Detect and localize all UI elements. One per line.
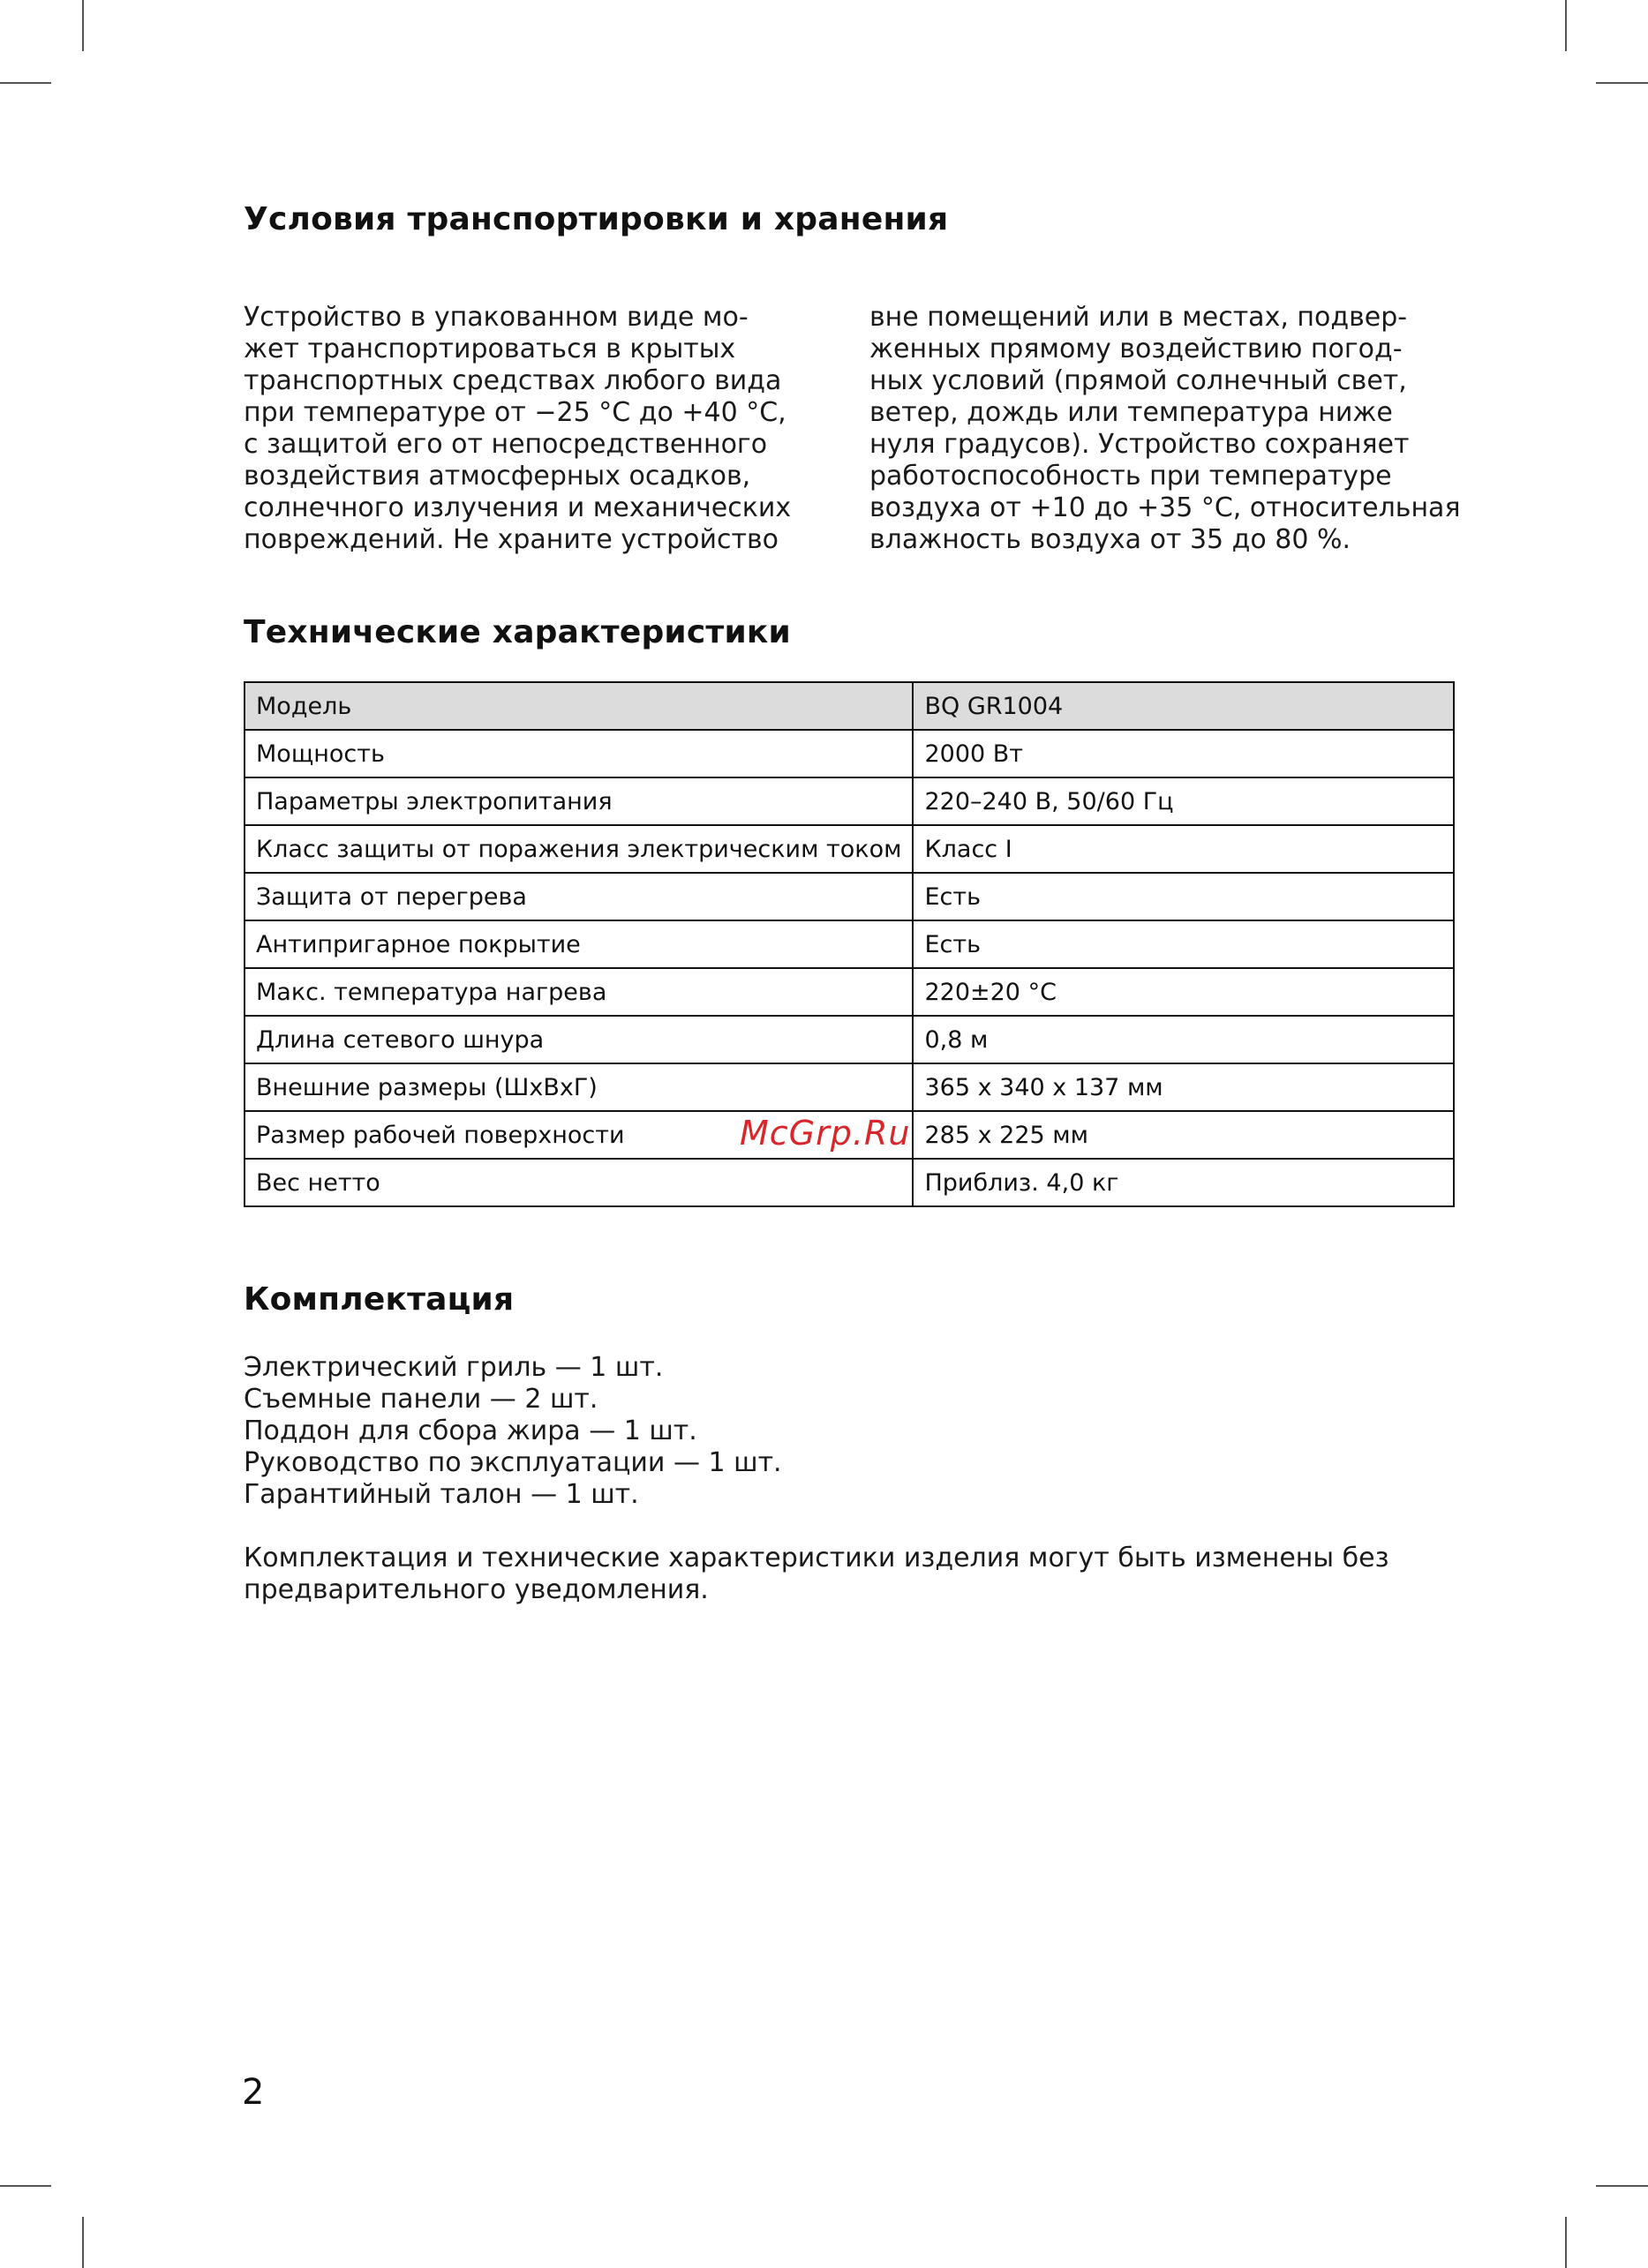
table-row	[245, 1016, 1454, 1063]
text-line: при температуре от −25 °C до +40 °C,	[244, 397, 786, 428]
text-line: повреждений. Не храните устройство	[244, 524, 779, 555]
spec-label: Длина сетевого шнура	[245, 1016, 913, 1063]
spec-value: 2000 Вт	[913, 730, 1454, 777]
text-line: ных условий (прямой солнечный свет,	[869, 365, 1407, 396]
watermark: McGrp.Ru	[740, 1114, 911, 1153]
crop-mark	[1565, 2217, 1567, 2268]
text-line: воздействия атмосферных осадков,	[244, 461, 751, 492]
table-row	[245, 777, 1454, 825]
list-item: Гарантийный талон — 1 шт.	[244, 1479, 639, 1510]
table-row	[245, 873, 1454, 920]
spec-label: Внешние размеры (ШхВхГ)	[245, 1063, 913, 1111]
kit-section-title: Комплектация	[244, 1281, 515, 1318]
crop-mark	[0, 82, 51, 84]
text-line: Устройство в упакованном виде мо-	[244, 302, 749, 333]
spec-label: Вес нетто	[245, 1159, 913, 1206]
text-line: солнечного излучения и механических	[244, 492, 792, 523]
spec-value: Приблиз. 4,0 кг	[913, 1159, 1454, 1206]
table-row	[245, 968, 1454, 1016]
text-line: воздуха от +10 до +35 °C, относительная	[869, 492, 1461, 523]
text-line: женных прямому воздействию погод-	[869, 334, 1403, 364]
spec-value: 220±20 °C	[913, 968, 1454, 1016]
crop-mark	[1565, 0, 1567, 51]
text-line: ветер, дождь или температура ниже	[869, 397, 1393, 428]
spec-value: 285 x 225 мм	[913, 1111, 1454, 1159]
crop-mark	[82, 0, 84, 51]
crop-mark	[0, 2185, 51, 2187]
table-row	[245, 920, 1454, 968]
table-header-label: Модель	[245, 682, 913, 730]
list-item: Электрический гриль — 1 шт.	[244, 1352, 664, 1383]
spec-label: Защита от перегрева	[245, 873, 913, 920]
crop-mark	[82, 2217, 84, 2268]
table-row	[245, 1159, 1454, 1206]
storage-section-title: Условия транспортировки и хранения	[244, 201, 949, 237]
text-line: влажность воздуха от 35 до 80 %.	[869, 524, 1351, 555]
spec-label: Антипригарное покрытие	[245, 920, 913, 968]
kit-list	[244, 1352, 1479, 1511]
table-row	[245, 1063, 1454, 1111]
table-header-row	[245, 682, 1454, 730]
text-line: Комплектация и технические характеристики изделия могут быть изменены без	[244, 1543, 1389, 1573]
list-item: Съемные панели — 2 шт.	[244, 1384, 598, 1415]
spec-value: 0,8 м	[913, 1016, 1454, 1063]
text-line: нуля градусов). Устройство сохраняет	[869, 429, 1410, 460]
text-line: предварительного уведомления.	[244, 1574, 709, 1605]
spec-label: Макс. температура нагрева	[245, 968, 913, 1016]
list-item: Поддон для сбора жира — 1 шт.	[244, 1416, 697, 1446]
text-line: работоспособность при температуре	[869, 461, 1392, 492]
text-line: вне помещений или в местах, подвер-	[869, 302, 1408, 333]
storage-text-column-1	[244, 302, 792, 556]
spec-label: Класс защиты от поражения электрическим током	[245, 825, 913, 873]
spec-label: Размер рабочей поверхности	[245, 1111, 913, 1159]
text-line: транспортных средствах любого вида	[244, 365, 782, 396]
text-line: с защитой его от непосредственного	[244, 429, 768, 460]
spec-label: Мощность	[245, 730, 913, 777]
spec-label: Параметры электропитания	[245, 777, 913, 825]
page-number: 2	[242, 2072, 265, 2113]
table-row	[245, 730, 1454, 777]
table-header-value: BQ GR1004	[913, 682, 1454, 730]
spec-value: Класс I	[913, 825, 1454, 873]
storage-text-column-2	[869, 302, 1461, 556]
spec-value: 365 x 340 x 137 мм	[913, 1063, 1454, 1111]
specs-section-title: Технические характеристики	[244, 614, 791, 650]
list-item: Руководство по эксплуатации — 1 шт.	[244, 1447, 782, 1478]
crop-mark	[1596, 82, 1648, 84]
spec-value: Есть	[913, 873, 1454, 920]
spec-value: Есть	[913, 920, 1454, 968]
crop-mark	[1596, 2185, 1648, 2187]
spec-value: 220–240 В, 50/60 Гц	[913, 777, 1454, 825]
table-row	[245, 825, 1454, 873]
kit-note	[244, 1543, 1479, 1606]
text-line: жет транспортироваться в крытых	[244, 334, 736, 364]
